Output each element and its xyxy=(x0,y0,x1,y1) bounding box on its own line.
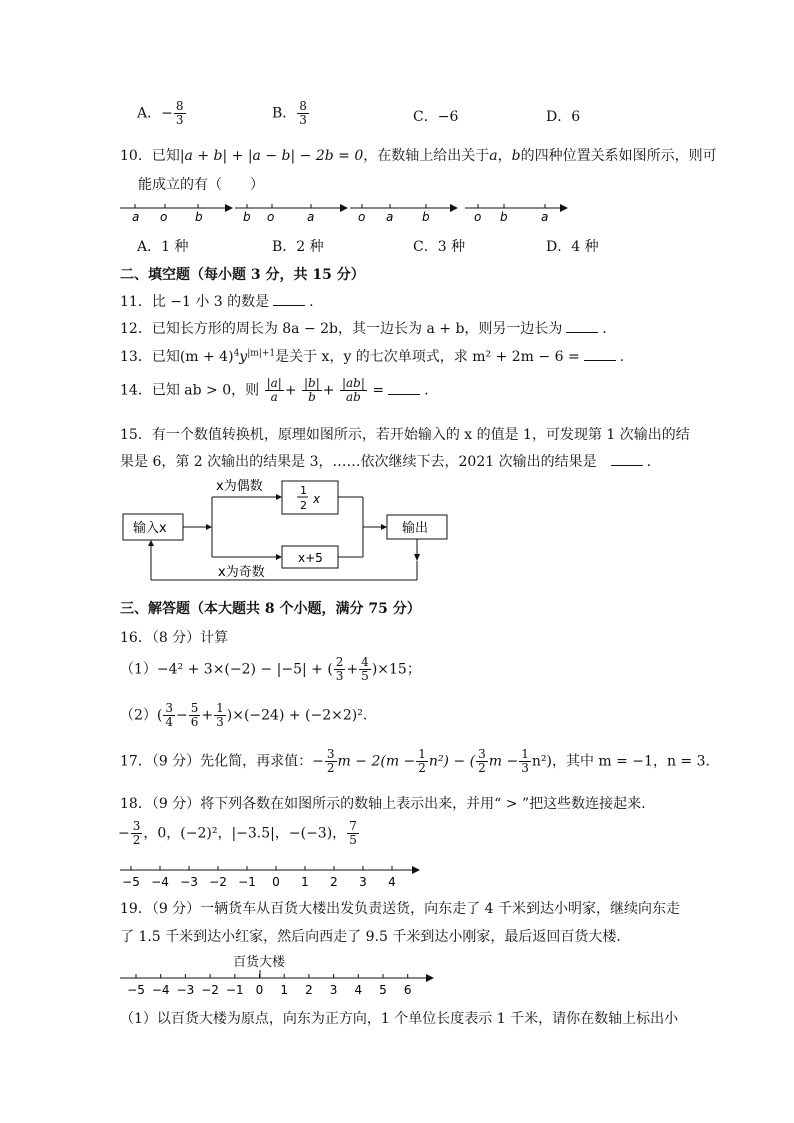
q19-tick-label: −2 xyxy=(201,983,219,997)
plus5-label: x+5 xyxy=(298,551,323,565)
q16-title: 16．（8 分）计算 xyxy=(120,630,229,646)
answer-blank xyxy=(566,320,598,333)
q10-axis2-label-1: b xyxy=(243,210,251,224)
q18-tick-label: −4 xyxy=(151,875,169,889)
q18-tick-label: −5 xyxy=(122,875,140,889)
q10-option-a: A．1 种 xyxy=(137,239,189,255)
q10-axis1-label-2: o xyxy=(160,210,168,224)
q19-part1: （1）以百货大楼为原点，向东为正方向，1 个单位长度表示 1 千米，请你在数轴上标出小 xyxy=(120,1011,679,1027)
section-2-title: 二、填空题（每小题 3 分，共 15 分） xyxy=(120,267,365,283)
q10-axis-1 xyxy=(120,204,233,224)
q19-tick-label: 6 xyxy=(403,983,412,997)
q9-option-b: B． $\frac{8}{3}$ xyxy=(272,99,307,127)
q19-tick-label: 1 xyxy=(280,983,289,997)
q12: 12．已知长方形的周长为 8a − 2b，其一边长为 a + b，则另一边长为 . xyxy=(120,321,607,337)
answer-blank xyxy=(273,293,305,306)
q10-line1: 10．已知|a + b| + |a − b| − 2b = 0，在数轴上给出关于a，b的四种位置关系如图所示，则可 xyxy=(120,148,717,164)
even-label: x为偶数 xyxy=(216,479,263,494)
q18-tick-label: 1 xyxy=(301,875,309,889)
answer-blank xyxy=(611,453,643,466)
q19-tick-label: −5 xyxy=(127,983,145,997)
q10-axis1-label-3: b xyxy=(195,210,203,224)
q19-tick-label: −3 xyxy=(176,983,195,997)
q19-tick-label: −4 xyxy=(151,983,170,997)
q19-tick-label: −1 xyxy=(225,983,244,997)
q15-line1: 15．有一个数值转换机，原理如图所示，若开始输入的 x 的值是 1，可发现第 1 次输出的结 xyxy=(120,427,690,443)
q18-tick-label: −2 xyxy=(209,875,227,889)
q18-tick-label: −1 xyxy=(238,875,256,889)
q10-axis4-label-1: o xyxy=(474,210,482,224)
q17: 17．（9 分）先化简，再求值：− $\frac{3}{2}$ m − 2(m − $\frac{1}{2}$ n²) − ( $\frac{3}{2}$ m − $\frac{1}{3}$ n²)，其中 m = −1，n = 3． xyxy=(120,747,720,775)
q10-axis4-label-3: a xyxy=(541,210,549,224)
q10-axis3-label-3: b xyxy=(422,210,430,224)
q10-axis-4 xyxy=(465,204,568,224)
q10-option-c: C．3 种 xyxy=(413,239,466,255)
q11: 11．比 −1 小 3 的数是 . xyxy=(120,294,314,310)
q10-axis3-label-2: a xyxy=(386,210,394,224)
q18-line1: 18．（9 分）将下列各数在如图所示的数轴上表示出来，并用“ > ”把这些数连接起来. xyxy=(120,796,646,812)
answer-blank xyxy=(584,348,616,361)
half-num: 1 xyxy=(300,484,307,497)
q14: 14．已知 ab > 0，则 $\frac{|a|}{a}$ + $\frac{|b|}{b}$ + $\frac{|ab|}{ab}$ = . xyxy=(120,376,429,404)
q10-option-b: B．2 种 xyxy=(272,239,324,255)
q19-tick-label: 4 xyxy=(354,983,363,997)
q15-line2: 果是 6，第 2 次输出的结果是 3，……依次继续下去，2021 次输出的结果是 . xyxy=(120,454,652,470)
q19-line2: 了 1.5 千米到达小红家，然后向西走了 9.5 千米到达小刚家，最后返回百货大楼． xyxy=(120,929,631,945)
q18-tick-label: 4 xyxy=(388,875,396,889)
q9-option-a: A．− $\frac{8}{3}$ xyxy=(137,99,184,127)
answer-blank xyxy=(388,382,420,395)
q10-option-d: D．4 种 xyxy=(546,239,599,255)
half-box xyxy=(282,481,338,514)
q19-tick-label: 2 xyxy=(305,983,313,997)
q9-option-c: C．−6 xyxy=(413,109,459,125)
q18-number-line xyxy=(118,862,428,892)
q9-option-d: D．6 xyxy=(546,109,581,125)
q10-axis1-label-1: a xyxy=(132,210,140,224)
q19-number-line xyxy=(118,970,448,1002)
q16-part1: （1）−4² + 3×(−2) − |−5| + ( $\frac{2}{3}$ + $\frac{4}{5}$ )×15； xyxy=(120,655,421,683)
section-3-title: 三、解答题（本大题共 8 个小题，满分 75 分） xyxy=(120,601,421,617)
output-label: 输出 xyxy=(402,521,429,536)
q18-tick-label: 2 xyxy=(330,875,338,889)
q10-number-lines xyxy=(115,198,575,228)
q13: 13．已知$(m + 4)^4y^{|m|+1}$是关于 x，y 的七次单项式，求 m² + 2m − 6 = . xyxy=(120,348,625,365)
q10-axis-2 xyxy=(235,204,348,224)
q19-tick-label: 5 xyxy=(379,983,387,997)
q16-part2: （2）( $\frac{3}{4}$ − $\frac{5}{6}$ + $\frac{1}{3}$ )×(−24) + (−2×2)²． xyxy=(120,701,377,729)
half-den: 2 xyxy=(300,499,307,512)
q19-line1: 19．（9 分）一辆货车从百货大楼出发负责送货，向东走了 4 千米到达小明家，继续向东走 xyxy=(120,901,680,917)
q18-tick-label: −3 xyxy=(180,875,198,889)
q18-tick-label: 0 xyxy=(272,875,280,889)
q10-axis4-label-2: b xyxy=(500,210,508,224)
half-x: x xyxy=(313,492,321,506)
q10-axis-3 xyxy=(350,204,458,224)
q10-axis2-label-2: o xyxy=(267,210,275,224)
q18-numbers: − $\frac{3}{2}$ ，0，(−2)²，|−3.5|，−(−3)， $\frac{7}{5}$ xyxy=(118,819,357,847)
q19-tick-label: 0 xyxy=(255,983,264,997)
q19-tick-label: 3 xyxy=(329,983,338,997)
q18-tick-label: 3 xyxy=(359,875,367,889)
department-store-label: 百货大楼 xyxy=(233,955,286,970)
q10-axis3-label-1: o xyxy=(358,210,366,224)
input-label: 输入x xyxy=(133,521,167,536)
odd-label: x为奇数 xyxy=(218,565,265,580)
q10-line2: 能成立的有（ ） xyxy=(138,177,264,193)
q10-axis2-label-3: a xyxy=(307,210,315,224)
q15-flow-diagram xyxy=(118,474,458,586)
